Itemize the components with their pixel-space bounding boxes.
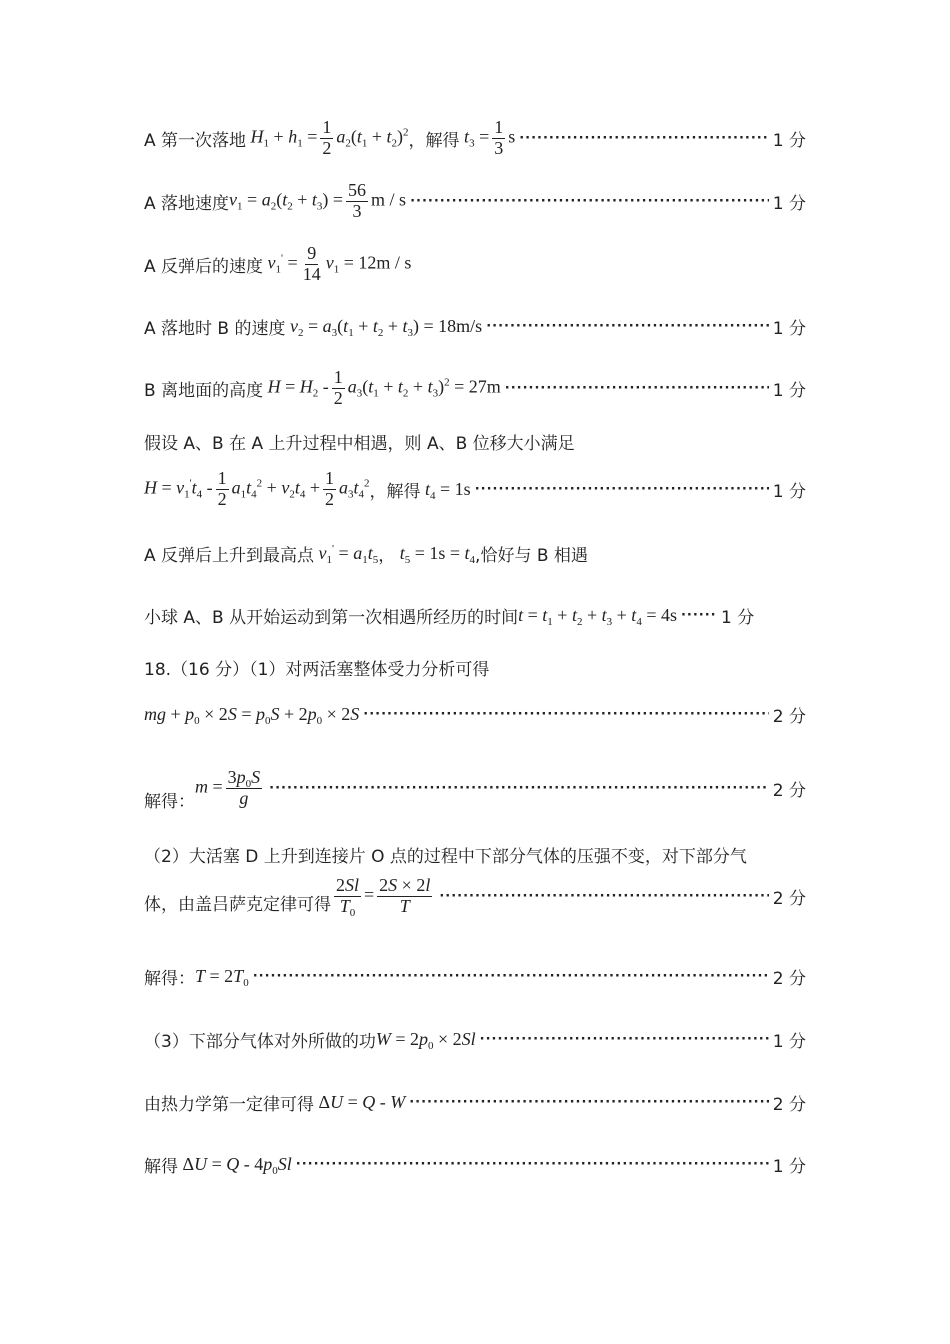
score-label: 2 分 [772, 1095, 806, 1115]
line-1-mid-text: ，解得 [408, 130, 460, 151]
score-label: 1 分 [772, 1032, 806, 1052]
solution-line-4 [144, 314, 806, 339]
line-17-text: 由热力学第一定律可得 [144, 1095, 314, 1115]
solution-line-1 [144, 118, 806, 159]
leader-dots [296, 1157, 769, 1172]
line-8-text: A 反弹后上升到最高点 [144, 546, 315, 566]
line-17-formula: ΔU = Q - W [314, 1092, 406, 1112]
line-9-formula: $t = t_1 + t_2 + t_3 + t_4 = 4s$ [518, 605, 677, 628]
line-14-text: 体，由盖吕萨克定律可得 [144, 894, 331, 915]
line-16-formula: $W = 2p_0 \times 2Sl$ [375, 1029, 476, 1052]
line-9-text: 小球 A、B 从开始运动到第一次相遇所经历的时间 [144, 608, 519, 628]
score-label: 1 分 [772, 380, 806, 401]
solution-line-12 [144, 765, 806, 812]
line-7-formula: $H = v_1't_4$ - $\frac{1}{2}$ $a_1t_4^2 + v_2t_4$ + $\frac{1}{2}$ $a_3t_4^2$ [144, 468, 370, 509]
line-8-comma: ， [378, 546, 396, 566]
score-label: 1 分 [720, 608, 755, 628]
score-label: 1 分 [772, 481, 806, 502]
line-3-formula: $v_1'$ = $\frac{9}{14}$ $v_1 = 12m / s$ [267, 243, 412, 284]
solution-line-6 [144, 429, 806, 454]
line-15-formula: $T = 2T_0$ [195, 966, 249, 989]
line-12-text: 解得： [144, 792, 195, 812]
line-1-result: $t_3$ = $\frac{1}{3}$ s [464, 117, 516, 158]
leader-dots [363, 707, 768, 722]
score-label: 1 分 [772, 319, 806, 339]
leader-dots [505, 381, 769, 396]
solution-line-13 [144, 842, 806, 867]
score-label: 2 分 [772, 707, 806, 727]
line-18-formula: $\Delta U = Q - 4p_0Sl$ [178, 1154, 292, 1177]
line-10-text: 18.（16 分）（1）对两活塞整体受力分析可得 [144, 660, 490, 680]
line-11-formula: mg + $p_0 \times 2S = p_0S + 2p_0 \times 2S$ [144, 704, 360, 727]
solution-line-11 [144, 702, 806, 727]
leader-dots [681, 608, 717, 623]
score-label: 1 分 [772, 130, 806, 151]
line-1-text: A 第一次落地 [144, 130, 247, 151]
line-1-formula: $H_1 + h_1$ = $\frac{1}{2}$ $a_2(t_1 + t_2)^2$ [250, 117, 409, 158]
solution-line-14 [144, 876, 806, 917]
score-label: 1 分 [772, 193, 806, 214]
leader-dots [269, 781, 769, 796]
leader-dots [480, 1032, 769, 1047]
score-label: 1 分 [772, 1157, 806, 1177]
leader-dots [439, 889, 768, 904]
line-4-text: A 落地时 B 的速度 [144, 319, 286, 339]
line-3-text: A 反弹后的速度 [144, 256, 264, 277]
line-5-formula: $H = H_2$ - $\frac{1}{2}$ $a_3(t_1 + t_2 + t_3)^2 = 27m$ [267, 367, 501, 408]
leader-dots [486, 319, 769, 334]
score-label: 2 分 [772, 888, 806, 909]
line-16-text: （3）下部分气体对外所做的功 [144, 1032, 376, 1052]
solution-line-7 [144, 469, 806, 510]
solution-line-9 [144, 603, 806, 628]
line-7-result: $t_4 = 1s$ [425, 478, 471, 502]
line-6-text: 假设 A、B 在 A 上升过程中相遇，则 A、B 位移大小满足 [144, 434, 575, 454]
line-5-text: B 离地面的高度 [144, 380, 264, 401]
line-2-text: A 落地速度 [144, 193, 230, 214]
solution-line-5 [144, 368, 806, 409]
score-label: 2 分 [772, 781, 806, 801]
line-8-suffix: ,恰好与 B 相遇 [475, 546, 588, 566]
line-15-text: 解得： [144, 969, 195, 989]
leader-dots [253, 969, 769, 984]
solution-line-16 [144, 1027, 806, 1052]
line-14-formula: $\frac{2Sl}{T_0}$ = $\frac{2S \times 2l}{T}$ [336, 875, 431, 919]
line-2-formula: $v_1 = a_2(t_2 + t_3)$ = $\frac{56}{3}$ m / s [229, 180, 407, 221]
line-18-text: 解得 [144, 1157, 178, 1177]
line-8-formula-b: $t_5 = 1s = t_4$ [399, 543, 476, 566]
line-13-text: （2）大活塞 D 上升到连接片 O 点的过程中下部分气体的压强不变，对下部分气 [144, 847, 747, 867]
solution-line-8 [144, 541, 806, 566]
line-8-formula-a: $v_1' = a_1t_5$ [318, 543, 379, 566]
leader-dots [409, 1095, 769, 1110]
solution-line-3 [144, 244, 806, 285]
solution-line-17 [144, 1090, 806, 1115]
solution-line-15 [144, 964, 806, 989]
solution-line-2 [144, 181, 806, 222]
line-4-formula: $v_2 = a_3(t_1 + t_2 + t_3) = 18m/s$ [290, 316, 483, 339]
leader-dots [475, 482, 769, 497]
solution-line-18 [144, 1152, 806, 1177]
line-7-mid-text: ，解得 [369, 481, 421, 502]
question-18-heading [144, 655, 806, 680]
score-label: 2 分 [772, 969, 806, 989]
leader-dots [410, 194, 769, 209]
leader-dots [519, 131, 769, 146]
line-12-formula: m = $\frac{3p_0S}{g}$ [195, 767, 261, 808]
